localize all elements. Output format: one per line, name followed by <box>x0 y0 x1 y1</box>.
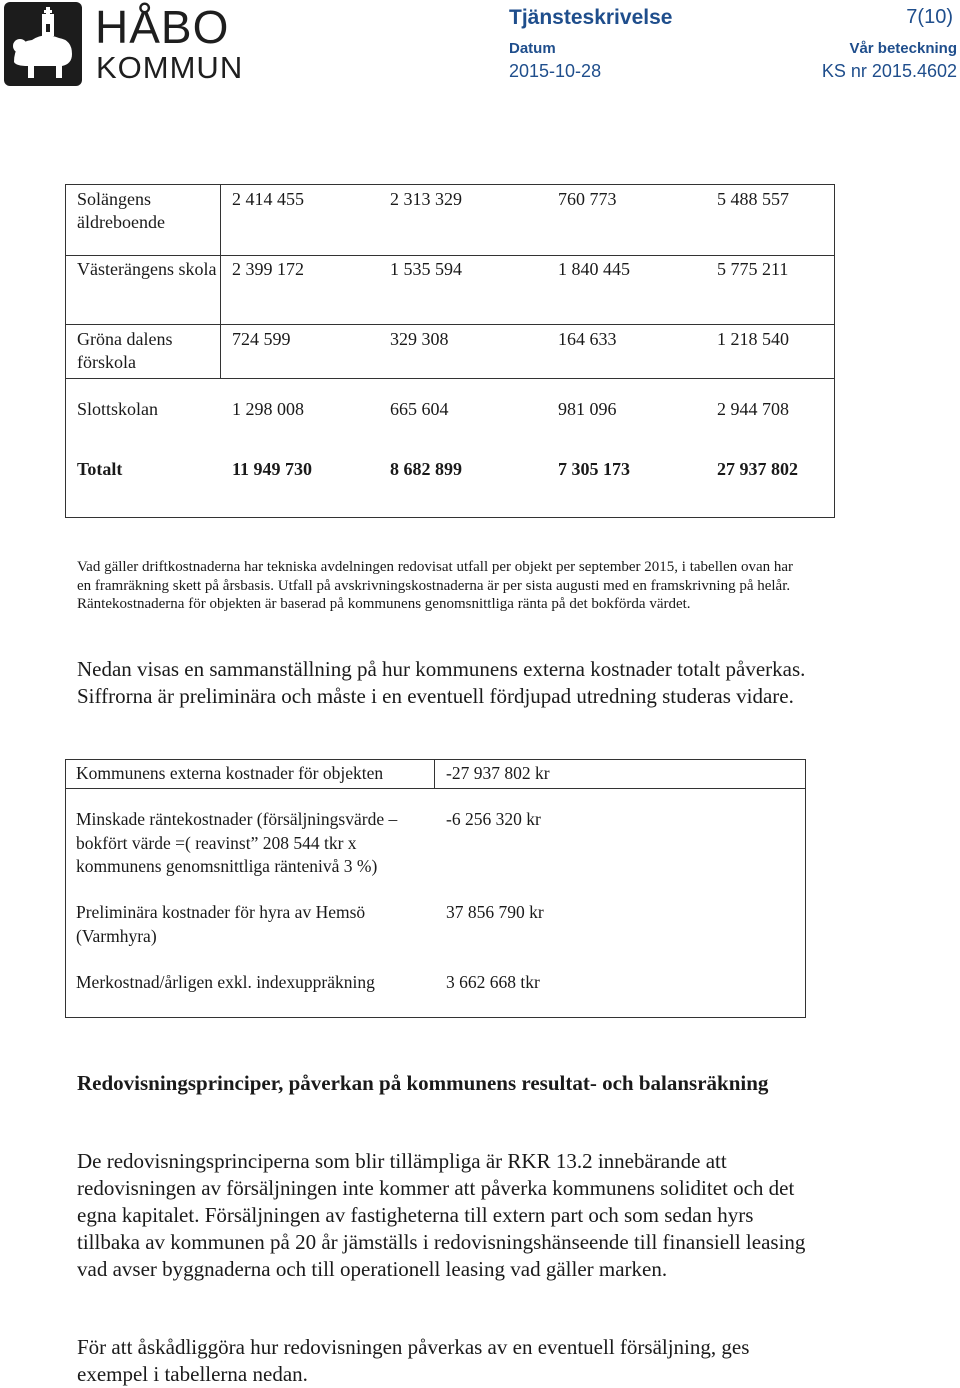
table-divider <box>220 185 221 378</box>
logo-wordmark: HÅBO <box>95 1 230 53</box>
cell: 760 773 <box>558 189 617 209</box>
cell: 724 599 <box>232 329 291 349</box>
row-value: -27 937 802 kr <box>446 763 550 783</box>
table-divider <box>434 760 435 788</box>
principles-paragraph: De redovisningsprinciperna som blir tillämpliga är RKR 13.2 innebärande att redovisningen av försäljningen inte kommer att påverka kommunens soliditet och det egna kapitalet. Försäljningen av fastigheterna till extern part och som sedan hyrs tillbaka av kommunen på 20 år jämställs i redovisningshänseende till finansiell leasing vad avser byggnaderna och till operationell leasing vad gäller marken. <box>77 1149 806 1281</box>
cell: 1 218 540 <box>717 329 789 349</box>
row-name: Västerängens skola <box>77 259 217 279</box>
cell: 27 937 802 <box>717 459 798 479</box>
cell: 2 414 455 <box>232 189 304 209</box>
row-value: 3 662 668 tkr <box>446 972 540 992</box>
cell: 2 313 329 <box>390 189 462 209</box>
summary-intro-paragraph: Nedan visas en sammanställning på hur kommunens externa kostnader totalt påverkas. Siffrorna är preliminära och måste i en eventuell fördjupad utredning studeras vidare. <box>77 657 806 708</box>
row-name: Slottskolan <box>77 399 159 419</box>
section-heading: Redovisningsprinciper, påverkan på kommunens resultat- och balansräkning <box>77 1071 769 1095</box>
row-name: Solängens äldreboende <box>77 189 165 232</box>
cell: 665 604 <box>390 399 449 419</box>
reference-label: Vår beteckning <box>849 40 957 57</box>
cost-objects-table <box>65 184 835 518</box>
cost-explanation-paragraph: Vad gäller driftkostnaderna har tekniska avdelningen redovisat utfall per objekt per september 2015, i tabellen ovan har en framräkning skett på årsbasis. Utfall på avskrivningskostnaderna är per sista augusti med en framskrivning på helår. Räntekostnaderna för objekten är baserad på kommunens genomsnittliga ränta på det bokförda värdet. <box>77 559 794 612</box>
cell: 164 633 <box>558 329 617 349</box>
example-paragraph: För att åskådliggöra hur redovisningen påverkas av en eventuell försäljning, ges exempel i tabellerna nedan. <box>77 1335 750 1386</box>
logo-subtitle: KOMMUN <box>96 50 244 85</box>
cell: 1 840 445 <box>558 259 630 279</box>
row-label: Minskade räntekostnader (försäljningsvärde – bokfört värde =( reavinst” 208 544 tkr x kommunens genomsnittliga räntenivå 3 %) <box>76 809 398 876</box>
row-name: Gröna dalens förskola <box>77 329 173 372</box>
cell: 1 535 594 <box>390 259 462 279</box>
cell: 1 298 008 <box>232 399 304 419</box>
document-type: Tjänsteskrivelse <box>509 6 673 29</box>
cell: 8 682 899 <box>390 459 462 479</box>
row-label: Preliminära kostnader för hyra av Hemsö (Varmhyra) <box>76 902 366 946</box>
row-value: -6 256 320 kr <box>446 809 541 829</box>
cell: 2 399 172 <box>232 259 304 279</box>
cell: 5 488 557 <box>717 189 789 209</box>
cell: 7 305 173 <box>558 459 630 479</box>
cell: 5 775 211 <box>717 259 789 279</box>
date-label: Datum <box>509 40 556 57</box>
habo-kommun-logo-icon <box>4 2 82 86</box>
cell: 329 308 <box>390 329 449 349</box>
cell: 981 096 <box>558 399 617 419</box>
page-header <box>0 0 960 92</box>
row-value: 37 856 790 kr <box>446 902 544 922</box>
reference-value: KS nr 2015.4602 <box>821 61 957 81</box>
cell: 11 949 730 <box>232 459 313 479</box>
row-name: Totalt <box>77 459 123 479</box>
external-costs-table <box>65 759 806 1018</box>
cell: 2 944 708 <box>717 399 789 419</box>
page-number: 7(10) <box>906 6 953 28</box>
row-label: Kommunens externa kostnader för objekten <box>76 763 384 783</box>
table-divider <box>66 788 805 789</box>
row-label: Merkostnad/årligen exkl. indexuppräkning <box>76 972 375 992</box>
date-value: 2015-10-28 <box>509 61 602 81</box>
